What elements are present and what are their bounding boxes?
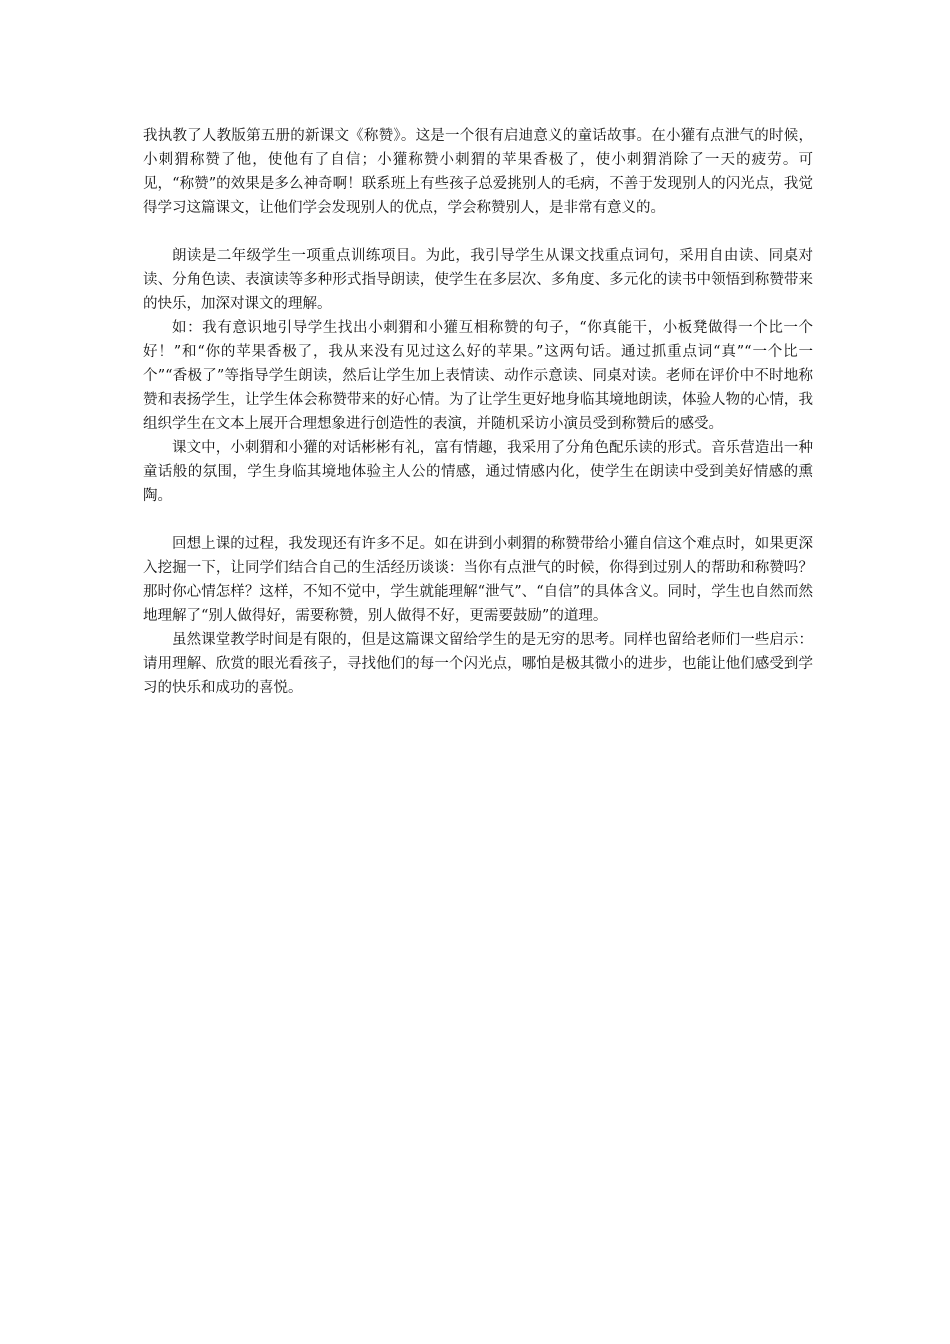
paragraph-intro: 我执教了人教版第五册的新课文《称赞》。这是一个很有启迪意义的童话故事。在小獾有点泄气的时候，小刺猬称赞了他，使他有了自信；小獾称赞小刺猬的苹果香极了，使小刺猬消除了一天的疲劳。可见，“称赞”的效果是多么神奇啊！联系班上有些孩子总爱挑别人的毛病，不善于发现别人的闪光点，我觉得学习这篇课文，让他们学会发现别人的优点，学会称赞别人，是非常有意义的。 [143, 128, 813, 216]
document-body [143, 124, 813, 700]
paragraph-gap [143, 508, 813, 532]
paragraph-reflection: 回想上课的过程，我发现还有许多不足。如在讲到小刺猬的称赞带给小獾自信这个难点时，如果更深入挖掘一下，让同学们结合自己的生活经历谈谈：当你有点泄气的时候，你得到过别人的帮助和称赞吗？那时你心情怎样？这样，不知不觉中，学生就能理解“泄气”、“自信”的具体含义。同时，学生也自然而然地理解了“别人做得好，需要称赞，别人做得不好，更需要鼓励”的道理。 [143, 536, 813, 624]
paragraph-dialogue: 课文中，小刺猬和小獾的对话彬彬有礼，富有情趣，我采用了分角色配乐读的形式。音乐营造出一种童话般的氛围，学生身临其境地体验主人公的情感，通过情感内化，使学生在朗读中受到美好情感的熏陶。 [143, 440, 813, 504]
paragraph-gap [143, 220, 813, 244]
paragraph-conclusion: 虽然课堂教学时间是有限的，但是这篇课文留给学生的是无穷的思考。同样也留给老师们一些启示：请用理解、欣赏的眼光看孩子，寻找他们的每一个闪光点，哪怕是极其微小的进步，也能让他们感受到学习的快乐和成功的喜悦。 [143, 632, 813, 696]
paragraph-example: 如：我有意识地引导学生找出小刺猬和小獾互相称赞的句子，“你真能干，小板凳做得一个比一个好！”和“你的苹果香极了，我从来没有见过这么好的苹果。”这两句话。通过抓重点词“真”“一个比一个”“香极了”等指导学生朗读，然后让学生加上表情读、动作示意读、同桌对读。老师在评价中不时地称赞和表扬学生，让学生体会称赞带来的好心情。为了让学生更好地身临其境地朗读，体验人物的心情，我组织学生在文本上展开合理想象进行创造性的表演，并随机采访小演员受到称赞后的感受。 [143, 320, 813, 432]
paragraph-reading: 朗读是二年级学生一项重点训练项目。为此，我引导学生从课文找重点词句，采用自由读、同桌对读、分角色读、表演读等多种形式指导朗读，使学生在多层次、多角度、多元化的读书中领悟到称赞带来的快乐，加深对课文的理解。 [143, 248, 813, 312]
